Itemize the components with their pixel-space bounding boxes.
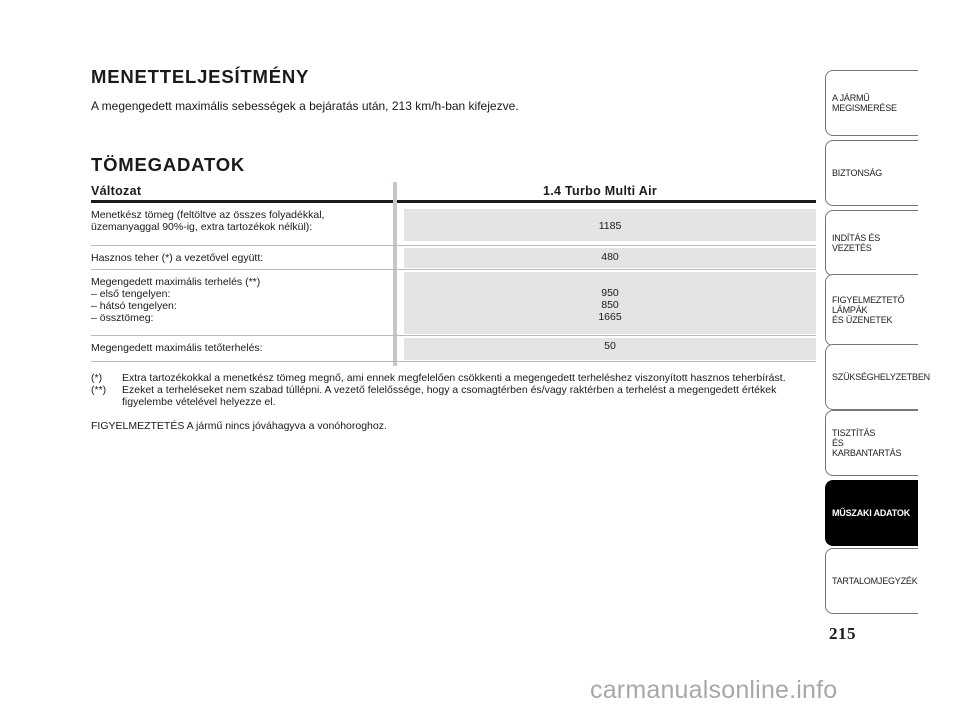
table-row: [91, 203, 816, 246]
tab-maintenance[interactable]: [825, 410, 918, 476]
tab-label: INDÍTÁS ÉS VEZETÉS: [832, 233, 881, 253]
tab-label: TISZTÍTÁS ÉS KARBANTARTÁS: [832, 428, 902, 458]
table-row: [91, 270, 816, 336]
footnote-text: Ezeket a terheléseket nem szabad túllépni. A vezető felelőssége, hogy a csomagtérben és/vagy raktérben a terhelést a megengedett értékek figyelembe vételével helyezze el.: [122, 384, 777, 408]
row-value: 1185: [404, 209, 816, 241]
table-row: [91, 246, 816, 270]
tab-technical-data[interactable]: [825, 480, 918, 546]
footnote: [91, 384, 816, 408]
footnotes: [91, 372, 816, 432]
tab-label: BIZTONSÁG: [832, 168, 883, 178]
page-number: 215: [829, 624, 856, 643]
footnote-mark: (**): [91, 384, 107, 396]
table-row: [91, 336, 816, 362]
row-value: 50: [404, 338, 816, 360]
footnote-mark: (*): [91, 372, 103, 384]
row-value: 480: [404, 248, 816, 268]
performance-text: A megengedett maximális sebességek a bejáratás után, 213 km/h-ban kifejezve.: [91, 99, 519, 113]
tab-label: A JÁRMŰ MEGISMERÉSE: [832, 93, 897, 113]
row-label: Menetkész tömeg (feltöltve az összes folyadékkal, üzemanyaggal 90%-ig, extra tartozékok nélkül):: [91, 209, 325, 233]
tab-label: MŰSZAKI ADATOK: [832, 508, 911, 518]
weights-table: [91, 182, 816, 362]
tab-starting-driving[interactable]: [825, 210, 918, 276]
page-content: [91, 66, 816, 432]
warning-text: FIGYELMEZTETÉS A jármű nincs jóváhagyva a vonóhoroghoz.: [91, 420, 387, 432]
row-label: Megengedett maximális tetőterhelés:: [91, 342, 263, 354]
header-label: Változat: [91, 184, 142, 198]
row-value: 950 850 1665: [404, 272, 816, 334]
tab-safety[interactable]: [825, 140, 918, 206]
tab-label: SZÜKSÉGHELYZETBEN: [832, 372, 930, 382]
table-header: [91, 182, 816, 203]
tab-vehicle-overview[interactable]: [825, 70, 918, 136]
watermark: carmanualsonline.info: [590, 676, 838, 704]
row-label: Megengedett maximális terhelés (**) – első tengelyen: – hátsó tengelyen: – össztömeg:: [91, 276, 261, 324]
tab-emergency[interactable]: [825, 344, 930, 410]
row-label: Hasznos teher (*) a vezetővel együtt:: [91, 252, 264, 264]
section-title-weights: TÖMEGADATOK: [91, 154, 246, 175]
footnote-text: Extra tartozékokkal a menetkész tömeg megnő, ami ennek megfelelően csökkenti a megengedett terheléshez viszonyított hasznos teherbírást.: [122, 372, 786, 384]
section-title-performance: MENETTELJESÍTMÉNY: [91, 66, 310, 87]
header-value: 1.4 Turbo Multi Air: [543, 184, 658, 198]
tab-warning-lights[interactable]: [825, 274, 918, 346]
tab-index[interactable]: [825, 548, 918, 614]
footnote: [91, 372, 816, 384]
tab-label: TARTALOMJEGYZÉK: [832, 576, 918, 586]
tab-label: FIGYELMEZTETŐ LÁMPÁK ÉS ÜZENETEK: [832, 295, 905, 325]
table-rows: [91, 203, 816, 362]
